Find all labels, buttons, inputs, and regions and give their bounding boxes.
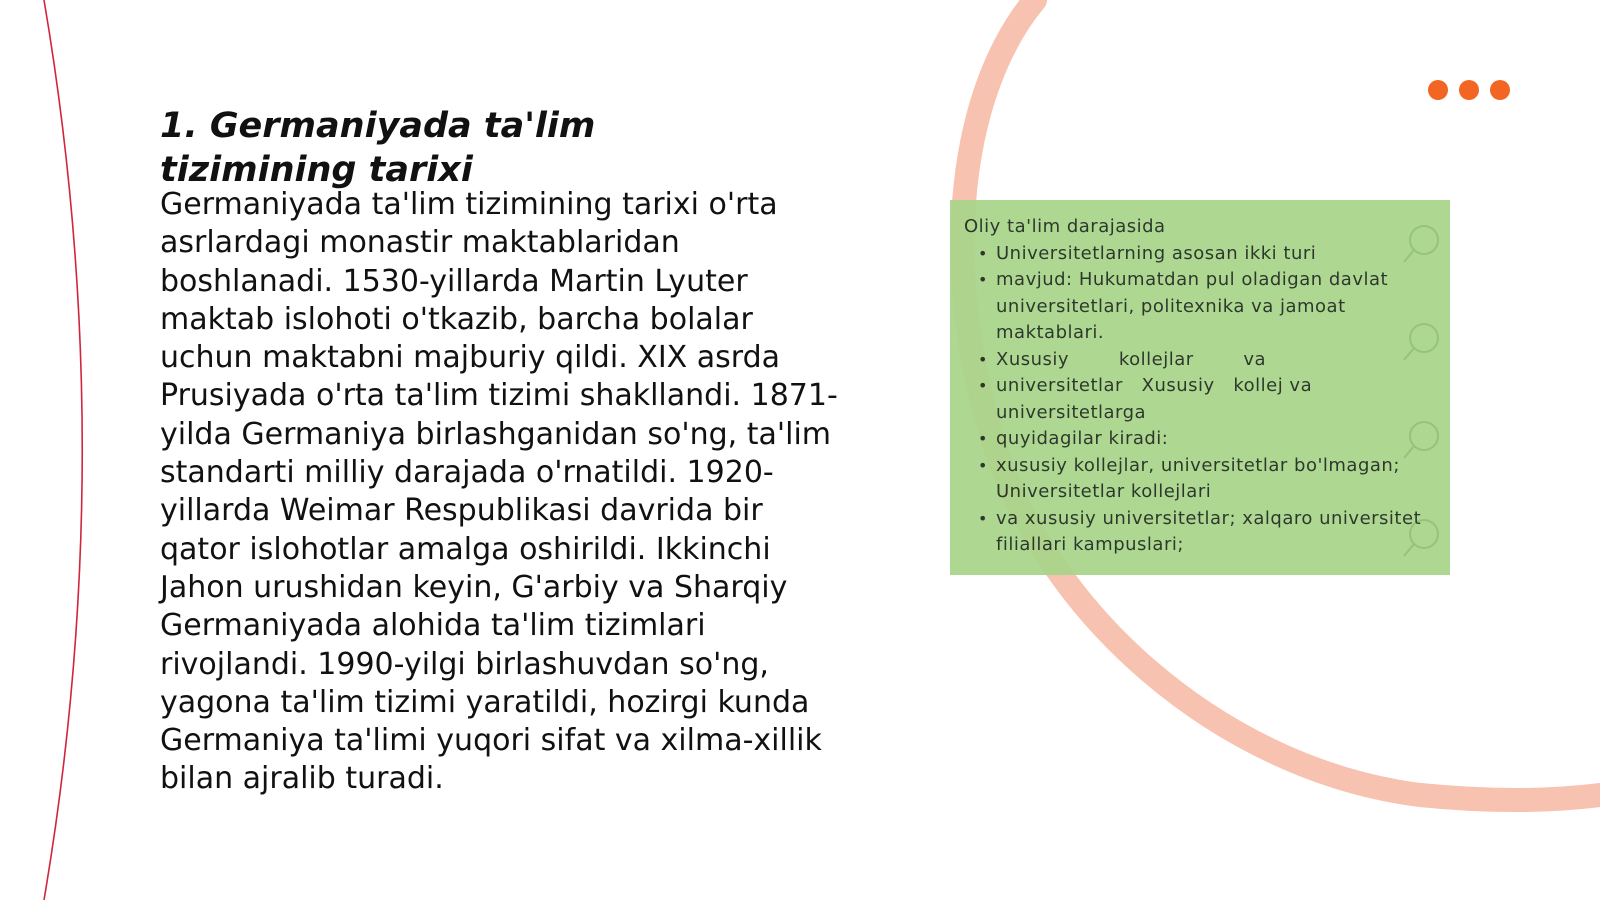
- slide-title: 1. Germaniyada ta'lim tizimining tarixi: [160, 106, 596, 190]
- card-list: [964, 241, 1440, 559]
- list-item: • xususiy kollejlar, universitetlar bo'lmagan; Universitetlar kollejlari: [964, 453, 1440, 506]
- list-item: • va xususiy universitetlar; xalqaro universitet filiallari kampuslari;: [964, 506, 1440, 559]
- higher-education-card: [950, 200, 1450, 575]
- menu-dots-icon: [1428, 80, 1510, 100]
- list-item: • quyidagilar kiradi:: [964, 426, 1440, 453]
- history-paragraph: Germaniyada ta'lim tizimining tarixi o'rta asrlardagi monastir maktablaridan boshlanadi. 1530-yillarda Martin Lyuter maktab islohoti o'tkazib, barcha bolalar uchun maktabni majburiy qildi. XIX asrda Prusiyada o'rta ta'lim tizimi shakllandi. 1871-yilda Germaniya birlashganidan so'ng, ta'lim standarti milliy darajada o'rnatildi. 1920-yillarda Weimar Respublikasi davrida bir qator islohotlar amalga oshirildi. Ikkinchi Jahon urushidan keyin, G'arbiy va Sharqiy Germaniyada alohida ta'lim tizimlari rivojlandi. 1990-yilgi birlashuvdan so'ng, yagona ta'lim tizimi yaratildi, hozirgi kunda Germaniya ta'limi yuqori sifat va xilma-xillik bilan ajralib turadi.: [160, 187, 838, 797]
- list-item: • mavjud: Hukumatdan pul oladigan davlat universitetlari, politexnika va jamoat maktablari.: [964, 267, 1440, 347]
- dot-icon: [1459, 80, 1479, 100]
- list-item: • Universitetlarning asosan ikki turi: [964, 241, 1440, 268]
- dot-icon: [1428, 80, 1448, 100]
- left-accent-line: [44, 0, 82, 900]
- card-heading: Oliy ta'lim darajasida: [964, 216, 1166, 237]
- list-item: • universitetlar Xususiy kollej va universitetlarga: [964, 373, 1440, 426]
- card-content: [964, 214, 1440, 559]
- dot-icon: [1490, 80, 1510, 100]
- list-item: • Xususiy kollejlar va: [964, 347, 1440, 374]
